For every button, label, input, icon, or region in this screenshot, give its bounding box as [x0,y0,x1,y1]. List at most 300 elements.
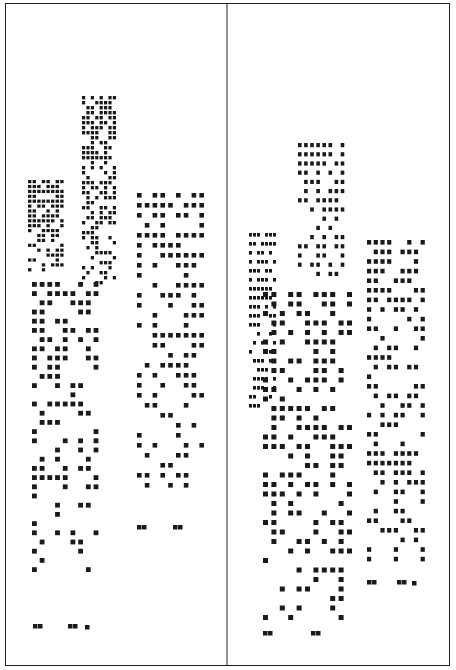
window-square [192,253,197,258]
window-square [137,433,142,438]
window-square [108,96,111,99]
window-square [145,403,150,408]
window-square [253,269,256,273]
window-square [310,235,314,239]
window-square [108,266,111,269]
window-square [40,337,45,342]
window-square [199,313,204,318]
window-square [63,402,68,407]
window-square [63,484,68,489]
window-square [305,549,310,554]
window-square [137,303,142,308]
window-square [113,191,116,194]
window-square [113,96,116,99]
window-square [257,269,260,273]
window-square [100,251,103,254]
window-square [271,368,276,373]
window-square [330,311,335,316]
window-square [199,333,204,338]
window-square [297,416,302,421]
window-square [387,461,391,466]
window-square [304,143,308,147]
window-square [86,156,89,159]
window-square [86,246,89,249]
window-square [288,302,293,307]
window-square [82,126,85,129]
window-square [56,180,59,183]
window-square [257,278,260,282]
window-square [104,121,107,124]
window-square [249,251,252,255]
window-square [82,166,85,169]
window-square [322,207,326,211]
ground-square [367,580,372,585]
window-square [335,161,339,165]
window-square [91,226,94,229]
window-square [271,501,276,506]
window-square [95,251,98,254]
window-square [339,568,344,573]
window-square [137,253,142,258]
window-square [91,266,94,269]
window-square [91,231,94,234]
window-square [42,263,45,266]
window-square [263,492,268,497]
window-square [153,323,158,328]
window-square [313,387,318,392]
window-square [199,213,204,218]
window-square [199,393,204,398]
window-square [192,313,197,318]
window-square [394,422,398,427]
window-square [137,233,142,238]
window-square [56,254,59,257]
window-square [32,346,37,351]
window-square [380,250,384,255]
window-square [95,126,98,129]
window-square [288,454,293,459]
window-square [37,205,40,208]
window-square [91,241,94,244]
window-square [374,451,378,456]
window-square [253,233,256,237]
window-square [32,549,37,554]
window-square [374,470,378,475]
window-square [71,530,76,535]
window-square [263,349,268,354]
window-square [145,473,150,478]
left-panel [28,96,204,630]
window-square [86,328,91,333]
window-square [401,307,405,312]
window-square [374,355,378,360]
window-square [153,343,158,348]
window-square [414,250,418,255]
window-square [387,365,391,370]
window-square [280,311,285,316]
window-square [330,349,335,354]
window-square [341,263,345,267]
window-square [113,116,116,119]
window-square [40,319,45,324]
window-square [55,475,60,480]
window-square [37,234,40,237]
window-square [104,181,107,184]
window-square [176,363,181,368]
window-square [137,473,142,478]
window-square [347,425,352,430]
window-square [28,229,31,232]
window-square [316,171,320,175]
window-square [305,340,310,345]
window-square [347,530,352,535]
window-square [184,273,189,278]
window-square [32,328,37,333]
window-square [305,425,310,430]
window-square [160,203,165,208]
window-square [401,461,405,466]
window-square [414,326,418,331]
window-square [32,567,37,572]
window-square [310,263,314,267]
window-square [78,448,83,453]
window-square [269,395,272,399]
window-square [322,292,327,297]
window-square [374,490,378,495]
window-square [330,387,335,392]
window-square [329,198,333,202]
window-square [32,466,37,471]
window-square [269,233,272,237]
window-square [113,196,116,199]
window-square [160,413,165,418]
window-square [160,243,165,248]
window-square [46,185,49,188]
window-square [257,296,260,300]
window-square [339,587,344,592]
window-square [184,363,189,368]
window-square [108,126,111,129]
window-square [46,229,49,232]
window-square [249,287,252,291]
window-square [297,292,302,297]
window-square [257,368,260,372]
window-square [40,346,45,351]
window-square [330,473,335,478]
window-square [421,317,425,322]
window-square [184,213,189,218]
window-square [160,293,165,298]
window-square [249,269,252,273]
window-square [298,198,302,202]
window-square [192,353,197,358]
window-square [95,101,98,104]
window-square [192,233,197,238]
window-square [341,180,345,184]
window-square [322,253,326,257]
ground-square [137,525,142,530]
window-square [184,473,189,478]
window-square [94,429,99,434]
ground-square [68,624,73,629]
window-square [367,557,371,562]
window-square [322,378,327,383]
window-square [347,302,352,307]
window-square [347,511,352,516]
window-square [339,368,344,373]
window-square [265,260,268,264]
window-square [113,166,116,169]
window-square [32,383,37,388]
window-square [297,387,302,392]
right-tall-tower [298,143,344,276]
window-square [316,263,320,267]
window-square [374,509,378,514]
window-square [91,131,94,134]
window-square [82,96,85,99]
window-square [367,432,371,437]
window-square [46,254,49,257]
window-square [394,413,398,418]
window-square [367,326,371,331]
window-square [55,356,60,361]
window-square [421,528,425,533]
window-square [257,260,260,264]
window-square [86,346,91,351]
window-square [330,549,335,554]
window-square [176,213,181,218]
window-square [298,171,302,175]
window-square [339,520,344,525]
window-square [330,340,335,345]
window-square [322,321,327,326]
window-square [91,181,94,184]
window-square [407,317,411,322]
window-square [271,539,276,544]
window-square [374,346,378,351]
window-square [137,393,142,398]
window-square [322,161,326,165]
window-square [33,200,36,203]
window-square [184,263,189,268]
window-square [145,483,150,488]
window-square [108,156,111,159]
window-square [421,326,425,331]
window-square [329,143,333,147]
window-square [32,429,37,434]
window-square [253,287,256,291]
window-square [271,435,276,440]
window-square [176,263,181,268]
window-square [113,206,116,209]
window-square [113,276,116,279]
window-square [56,214,59,217]
window-square [322,198,326,202]
window-square [330,406,335,411]
window-square [113,176,116,179]
window-square [341,235,345,239]
window-square [313,463,318,468]
window-square [56,209,59,212]
window-square [153,333,158,338]
window-square [329,152,333,156]
window-square [322,302,327,307]
window-square [347,321,352,326]
window-square [100,106,103,109]
window-square [184,233,189,238]
window-square [104,186,107,189]
window-square [63,475,68,480]
window-square [78,383,83,388]
window-square [298,263,302,267]
window-square [37,239,40,242]
window-square [341,244,345,248]
window-square [55,420,60,425]
window-square [313,482,318,487]
window-square [387,528,391,533]
window-square [257,314,260,318]
window-square [168,293,173,298]
window-square [153,213,158,218]
window-square [367,355,371,360]
window-square [46,224,49,227]
window-square [339,530,344,535]
window-square [316,244,320,248]
window-square [257,305,260,309]
window-square [407,250,411,255]
window-square [414,538,418,543]
window-square [367,298,371,303]
window-square [47,475,52,480]
window-square [271,444,276,449]
window-square [82,116,85,119]
window-square [192,293,197,298]
window-square [95,136,98,139]
window-square [263,473,268,478]
window-square [298,161,302,165]
window-square [168,353,173,358]
window-square [51,254,54,257]
window-square [347,292,352,297]
window-square [335,235,339,239]
window-square [280,368,285,373]
window-square [108,251,111,254]
window-square [153,243,158,248]
window-square [56,234,59,237]
window-square [313,425,318,430]
window-square [94,337,99,342]
window-square [414,346,418,351]
window-square [297,444,302,449]
window-square [91,126,94,129]
window-square [297,587,302,592]
window-square [160,223,165,228]
window-square [310,207,314,211]
window-square [91,156,94,159]
window-square [33,224,36,227]
ground-square [397,580,402,585]
window-square [37,200,40,203]
window-square [199,303,204,308]
window-square [55,282,60,287]
window-square [176,293,181,298]
window-square [273,314,276,318]
window-square [100,181,103,184]
window-square [401,518,405,523]
window-square [86,201,89,204]
window-square [95,226,98,229]
window-square [253,377,256,381]
window-square [145,233,150,238]
window-square [394,557,398,562]
window-square [192,423,197,428]
window-square [108,216,111,219]
window-square [160,253,165,258]
window-square [113,121,116,124]
window-square [322,368,327,373]
window-square [401,470,405,475]
window-square [313,520,318,525]
window-square [55,374,60,379]
window-square [367,384,371,389]
window-square [297,511,302,516]
window-square [184,323,189,328]
window-square [108,116,111,119]
window-square [153,283,158,288]
window-square [184,453,189,458]
window-square [280,492,285,497]
window-square [330,520,335,525]
window-square [160,343,165,348]
window-square [414,480,418,485]
ground-square [85,625,90,630]
window-square [192,373,197,378]
window-square [288,330,293,335]
window-square [47,337,52,342]
window-square [253,242,256,246]
window-square [28,205,31,208]
window-square [310,143,314,147]
window-square [40,374,45,379]
window-square [322,425,327,430]
window-square [42,229,45,232]
window-square [380,528,384,533]
window-square [100,156,103,159]
window-square [414,307,418,312]
window-square [51,190,54,193]
window-square [42,200,45,203]
window-square [82,101,85,104]
window-square [265,305,268,309]
window-square [249,350,252,354]
window-square [310,161,314,165]
window-square [414,451,418,456]
window-square [91,256,94,259]
left-small-tower [28,180,64,271]
window-square [280,416,285,421]
window-square [401,490,405,495]
window-square [82,151,85,154]
window-square [160,473,165,478]
window-square [339,425,344,430]
window-square [82,171,85,174]
ground-square [402,580,407,585]
window-square [28,219,31,222]
window-square [137,203,142,208]
window-square [28,185,31,188]
window-square [32,521,37,526]
window-square [322,330,327,335]
